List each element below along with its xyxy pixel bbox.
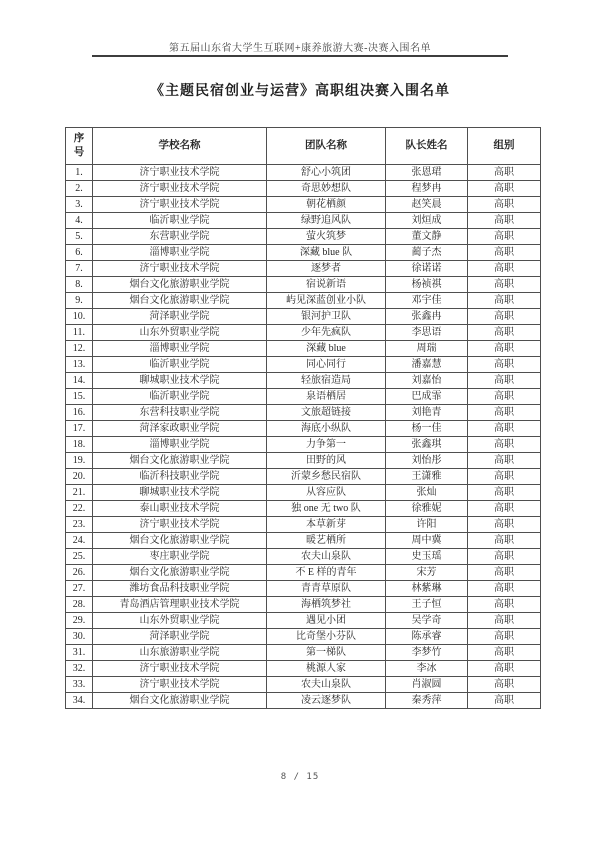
cell-school: 东营科技职业学院 [93, 405, 267, 421]
cell-team: 奇思妙想队 [267, 181, 386, 197]
finalist-table [65, 127, 541, 709]
cell-group: 高职 [468, 501, 541, 517]
cell-no: 10. [66, 309, 93, 325]
cell-school: 烟台文化旅游职业学院 [93, 565, 267, 581]
cell-captain: 赵笑晨 [386, 197, 468, 213]
cell-group: 高职 [468, 629, 541, 645]
cell-captain: 程梦冉 [386, 181, 468, 197]
cell-team: 农夫山泉队 [267, 549, 386, 565]
cell-group: 高职 [468, 389, 541, 405]
cell-captain: 李思语 [386, 325, 468, 341]
table-row [66, 357, 541, 373]
table-row [66, 213, 541, 229]
cell-captain: 刘烜成 [386, 213, 468, 229]
cell-no: 32. [66, 661, 93, 677]
cell-team: 海底小纵队 [267, 421, 386, 437]
cell-school: 淄博职业学院 [93, 245, 267, 261]
cell-group: 高职 [468, 421, 541, 437]
table-row [66, 453, 541, 469]
cell-team: 本草新芽 [267, 517, 386, 533]
cell-team: 银河护卫队 [267, 309, 386, 325]
cell-team: 深藏 blue 队 [267, 245, 386, 261]
column-header-team: 团队名称 [267, 128, 386, 165]
table-row [66, 229, 541, 245]
cell-no: 9. [66, 293, 93, 309]
cell-team: 遇见小团 [267, 613, 386, 629]
cell-group: 高职 [468, 581, 541, 597]
cell-team: 宿说新语 [267, 277, 386, 293]
cell-school: 烟台文化旅游职业学院 [93, 453, 267, 469]
cell-captain: 周中冀 [386, 533, 468, 549]
cell-group: 高职 [468, 245, 541, 261]
cell-no: 2. [66, 181, 93, 197]
cell-school: 聊城职业技术学院 [93, 373, 267, 389]
cell-captain: 杨一佳 [386, 421, 468, 437]
cell-school: 青岛酒店管理职业技术学院 [93, 597, 267, 613]
table-row [66, 261, 541, 277]
table-row [66, 661, 541, 677]
cell-group: 高职 [468, 405, 541, 421]
cell-group: 高职 [468, 181, 541, 197]
table-row [66, 181, 541, 197]
cell-team: 桃源人家 [267, 661, 386, 677]
cell-no: 3. [66, 197, 93, 213]
cell-team: 朝花栖颜 [267, 197, 386, 213]
table-row [66, 405, 541, 421]
table-row [66, 309, 541, 325]
cell-team: 文旅超链接 [267, 405, 386, 421]
cell-no: 23. [66, 517, 93, 533]
cell-team: 比奇堡小芬队 [267, 629, 386, 645]
cell-school: 烟台文化旅游职业学院 [93, 693, 267, 709]
table-row [66, 341, 541, 357]
cell-group: 高职 [468, 677, 541, 693]
cell-group: 高职 [468, 549, 541, 565]
cell-team: 萤火筑梦 [267, 229, 386, 245]
cell-no: 20. [66, 469, 93, 485]
table-row [66, 165, 541, 181]
cell-school: 菏泽职业学院 [93, 629, 267, 645]
cell-team: 不 E 样的青年 [267, 565, 386, 581]
cell-group: 高职 [468, 277, 541, 293]
table-row [66, 645, 541, 661]
cell-no: 31. [66, 645, 93, 661]
cell-group: 高职 [468, 165, 541, 181]
cell-captain: 史玉瑶 [386, 549, 468, 565]
table-row [66, 693, 541, 709]
cell-team: 轻旅宿造局 [267, 373, 386, 389]
cell-captain: 蔺子杰 [386, 245, 468, 261]
table-row [66, 501, 541, 517]
cell-team: 泉语栖居 [267, 389, 386, 405]
cell-no: 15. [66, 389, 93, 405]
table-row [66, 613, 541, 629]
table-row [66, 565, 541, 581]
cell-team: 从容应队 [267, 485, 386, 501]
cell-no: 25. [66, 549, 93, 565]
cell-no: 12. [66, 341, 93, 357]
cell-no: 33. [66, 677, 93, 693]
cell-no: 26. [66, 565, 93, 581]
cell-captain: 李梦竹 [386, 645, 468, 661]
cell-school: 临沂职业学院 [93, 357, 267, 373]
cell-team: 农夫山泉队 [267, 677, 386, 693]
table-row [66, 389, 541, 405]
cell-group: 高职 [468, 533, 541, 549]
table-row [66, 245, 541, 261]
cell-no: 13. [66, 357, 93, 373]
cell-school: 济宁职业技术学院 [93, 677, 267, 693]
table-row [66, 549, 541, 565]
cell-school: 济宁职业技术学院 [93, 197, 267, 213]
cell-team: 绿野追风队 [267, 213, 386, 229]
cell-school: 潍坊食品科技职业学院 [93, 581, 267, 597]
cell-captain: 张鑫琪 [386, 437, 468, 453]
table-row [66, 629, 541, 645]
cell-school: 山东外贸职业学院 [93, 613, 267, 629]
cell-group: 高职 [468, 357, 541, 373]
cell-captain: 秦秀萍 [386, 693, 468, 709]
cell-captain: 徐诺诺 [386, 261, 468, 277]
cell-school: 临沂科技职业学院 [93, 469, 267, 485]
cell-team: 同心同行 [267, 357, 386, 373]
table-row [66, 517, 541, 533]
cell-group: 高职 [468, 693, 541, 709]
cell-captain: 宋芳 [386, 565, 468, 581]
cell-captain: 杨祯祺 [386, 277, 468, 293]
cell-group: 高职 [468, 613, 541, 629]
table-row [66, 373, 541, 389]
cell-captain: 邓宇佳 [386, 293, 468, 309]
cell-group: 高职 [468, 485, 541, 501]
cell-no: 16. [66, 405, 93, 421]
cell-team: 深藏 blue [267, 341, 386, 357]
cell-group: 高职 [468, 453, 541, 469]
cell-captain: 林紫琳 [386, 581, 468, 597]
cell-no: 19. [66, 453, 93, 469]
cell-captain: 张恩珺 [386, 165, 468, 181]
page-number: 8 / 15 [280, 772, 320, 782]
column-header-group: 组别 [468, 128, 541, 165]
cell-team: 力争第一 [267, 437, 386, 453]
cell-captain: 潘嘉慧 [386, 357, 468, 373]
cell-group: 高职 [468, 261, 541, 277]
cell-school: 济宁职业技术学院 [93, 261, 267, 277]
table-row [66, 485, 541, 501]
cell-group: 高职 [468, 213, 541, 229]
cell-school: 淄博职业学院 [93, 341, 267, 357]
cell-captain: 王潇雅 [386, 469, 468, 485]
cell-no: 34. [66, 693, 93, 709]
cell-captain: 张灿 [386, 485, 468, 501]
cell-no: 17. [66, 421, 93, 437]
cell-school: 烟台文化旅游职业学院 [93, 293, 267, 309]
cell-school: 淄博职业学院 [93, 437, 267, 453]
cell-school: 烟台文化旅游职业学院 [93, 533, 267, 549]
cell-no: 6. [66, 245, 93, 261]
cell-team: 少年先疯队 [267, 325, 386, 341]
cell-team: 海栖筑梦社 [267, 597, 386, 613]
cell-team: 独 one 无 two 队 [267, 501, 386, 517]
cell-group: 高职 [468, 661, 541, 677]
cell-school: 泰山职业技术学院 [93, 501, 267, 517]
table-row [66, 533, 541, 549]
cell-school: 山东旅游职业学院 [93, 645, 267, 661]
page-title: 《主题民宿创业与运营》高职组决赛入围名单 [150, 84, 450, 99]
cell-team: 暖艺栖所 [267, 533, 386, 549]
table-row [66, 437, 541, 453]
table-row [66, 581, 541, 597]
cell-team: 第一梯队 [267, 645, 386, 661]
cell-group: 高职 [468, 341, 541, 357]
cell-group: 高职 [468, 373, 541, 389]
cell-group: 高职 [468, 645, 541, 661]
cell-no: 14. [66, 373, 93, 389]
table-row [66, 277, 541, 293]
cell-school: 临沂职业学院 [93, 213, 267, 229]
cell-captain: 徐雅妮 [386, 501, 468, 517]
cell-group: 高职 [468, 309, 541, 325]
cell-no: 18. [66, 437, 93, 453]
cell-no: 30. [66, 629, 93, 645]
cell-group: 高职 [468, 197, 541, 213]
cell-captain: 许阳 [386, 517, 468, 533]
cell-school: 东营职业学院 [93, 229, 267, 245]
cell-captain: 陈承睿 [386, 629, 468, 645]
cell-captain: 李冰 [386, 661, 468, 677]
cell-team: 凌云逐梦队 [267, 693, 386, 709]
cell-captain: 肖淑圆 [386, 677, 468, 693]
cell-team: 逐梦者 [267, 261, 386, 277]
cell-captain: 董文静 [386, 229, 468, 245]
cell-school: 临沂职业学院 [93, 389, 267, 405]
cell-no: 21. [66, 485, 93, 501]
cell-group: 高职 [468, 229, 541, 245]
table-row [66, 293, 541, 309]
header-title: 第五届山东省大学生互联网+康养旅游大赛-决赛入围名单 [169, 43, 431, 54]
cell-group: 高职 [468, 325, 541, 341]
column-header-school: 学校名称 [93, 128, 267, 165]
cell-no: 24. [66, 533, 93, 549]
cell-group: 高职 [468, 565, 541, 581]
cell-captain: 刘怡彤 [386, 453, 468, 469]
cell-team: 舒心小筑团 [267, 165, 386, 181]
cell-school: 枣庄职业学院 [93, 549, 267, 565]
cell-school: 山东外贸职业学院 [93, 325, 267, 341]
cell-captain: 吴学奇 [386, 613, 468, 629]
cell-team: 田野的风 [267, 453, 386, 469]
cell-group: 高职 [468, 517, 541, 533]
cell-team: 屿见深蓝创业小队 [267, 293, 386, 309]
cell-school: 济宁职业技术学院 [93, 165, 267, 181]
cell-no: 8. [66, 277, 93, 293]
cell-captain: 刘嘉怡 [386, 373, 468, 389]
cell-school: 菏泽家政职业学院 [93, 421, 267, 437]
cell-no: 1. [66, 165, 93, 181]
table-row [66, 469, 541, 485]
cell-group: 高职 [468, 293, 541, 309]
table-row [66, 197, 541, 213]
cell-no: 7. [66, 261, 93, 277]
table-header-row [66, 128, 541, 165]
cell-no: 22. [66, 501, 93, 517]
cell-captain: 王子恒 [386, 597, 468, 613]
cell-no: 4. [66, 213, 93, 229]
column-header-captain: 队长姓名 [386, 128, 468, 165]
cell-school: 济宁职业技术学院 [93, 517, 267, 533]
document-header [0, 39, 600, 54]
cell-team: 沂蒙乡愁民宿队 [267, 469, 386, 485]
cell-school: 济宁职业技术学院 [93, 661, 267, 677]
cell-group: 高职 [468, 437, 541, 453]
table-row [66, 325, 541, 341]
table-row [66, 597, 541, 613]
column-header-no: 序 号 [66, 128, 93, 165]
cell-no: 11. [66, 325, 93, 341]
header-rule [92, 55, 508, 57]
cell-team: 青青草原队 [267, 581, 386, 597]
cell-group: 高职 [468, 597, 541, 613]
cell-captain: 周瑞 [386, 341, 468, 357]
cell-no: 29. [66, 613, 93, 629]
table-row [66, 421, 541, 437]
cell-school: 聊城职业技术学院 [93, 485, 267, 501]
cell-school: 济宁职业技术学院 [93, 181, 267, 197]
cell-no: 5. [66, 229, 93, 245]
table-row [66, 677, 541, 693]
cell-school: 烟台文化旅游职业学院 [93, 277, 267, 293]
cell-no: 27. [66, 581, 93, 597]
cell-no: 28. [66, 597, 93, 613]
cell-captain: 张鑫冉 [386, 309, 468, 325]
cell-school: 菏泽职业学院 [93, 309, 267, 325]
cell-captain: 巴成霏 [386, 389, 468, 405]
cell-captain: 刘艳青 [386, 405, 468, 421]
cell-group: 高职 [468, 469, 541, 485]
